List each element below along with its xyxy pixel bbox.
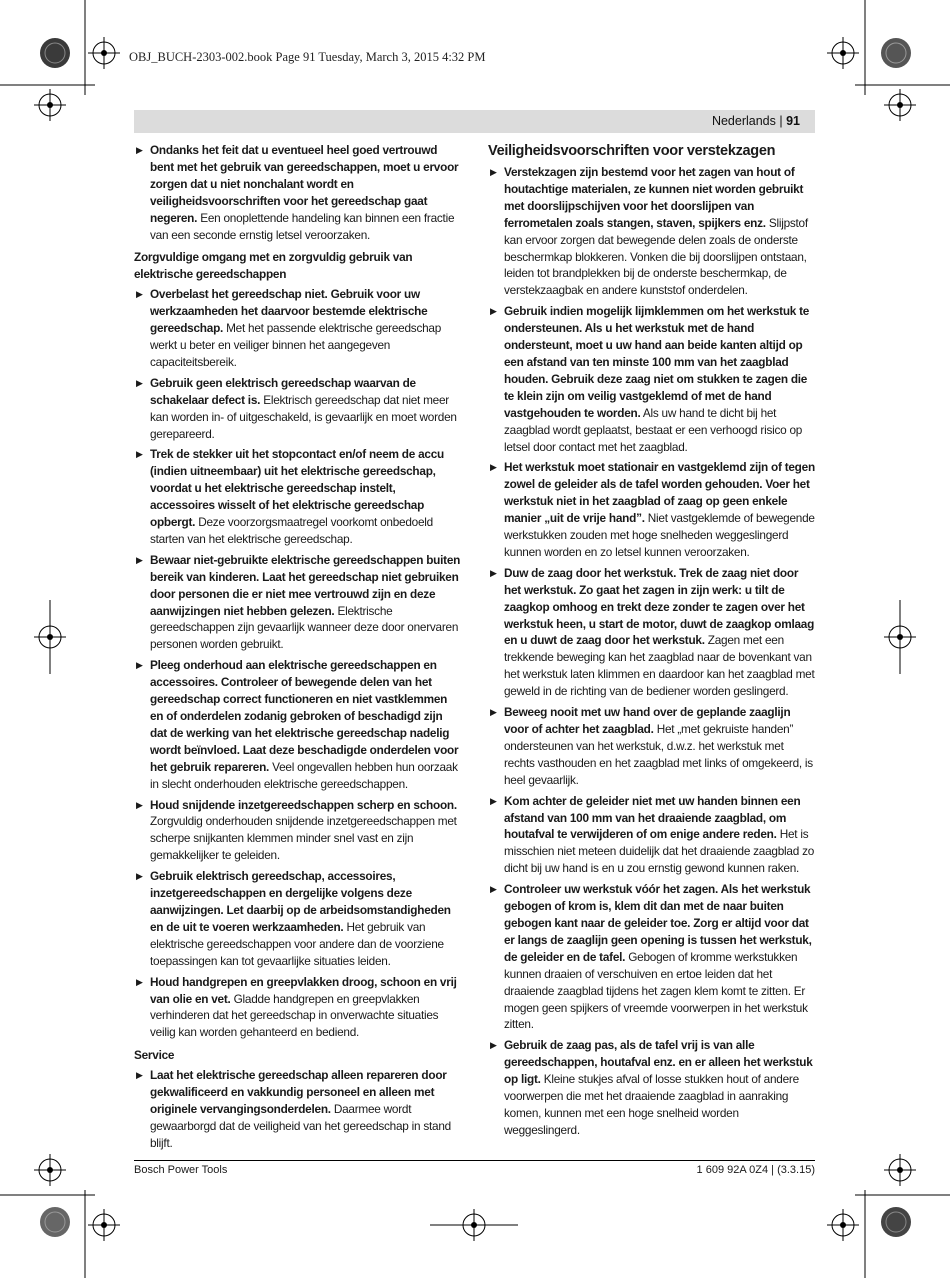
item-bold-text: Beweeg nooit met uw hand over de geplande zaaglijn voor of achter het zaagblad.	[504, 705, 791, 736]
item-normal-text: Elektrisch gereedschap dat niet meer kan worden in- of uitgeschakeld, is gevaarlijk en moet worden gerepareerd.	[150, 392, 457, 441]
item-normal-text: Als uw hand te dicht bij het zaagblad wordt geplaatst, bestaat er een verhoogd risico op letsel door contact met het zaagblad.	[504, 405, 803, 454]
item-normal-text: Slijpstof kan ervoor zorgen dat bewegende delen zoals de onderste beschermkap blokkeren. Vonken die bij doorslijpen ontstaan, leiden tot brandplekken bij de onderste beschermkap, de verstekzaagbak en andere kunststof onderdelen.	[504, 215, 808, 298]
item-bold-text: Overbelast het gereedschap niet. Gebruik voor uw werkzaamheden het daarvoor bestemde elektrische gereedschap.	[150, 287, 428, 336]
list-item	[134, 286, 461, 371]
list-item	[488, 793, 815, 878]
item-normal-text: Een onoplettende handeling kan binnen een fractie van een seconde ernstig letsel veroorzaken.	[150, 210, 455, 242]
item-bold-text: Gebruik elektrisch gereedschap, accessoires, inzetgereedschappen en dergelijke volgens deze aanwijzingen. Let daarbij op de arbeidsomstandigheden en de uit te voeren werkzaamheden.	[150, 869, 451, 934]
item-normal-text: Daarmee wordt gewaarborgd dat de veiligheid van het gereedschap in stand blijft.	[150, 1101, 451, 1150]
list-item	[134, 1067, 461, 1152]
item-bold-text: Duw de zaag door het werkstuk. Trek de zaag niet door het werkstuk. Zo gaat het zagen in zijn werk: u tilt de zaagkop omhoog en trekt deze zonder te zagen over het werkstuk heen, u start de motor, duwt de zaagkop omlaag en u duwt de zaag door het werkstuk.	[504, 565, 815, 648]
item-normal-text: Kleine stukjes afval of losse stukken hout of andere voorwerpen die met het draaiende zaagblad in aanraking komen, kunnen met een hoge snelheid worden weggeslingerd.	[504, 1072, 799, 1137]
right-column	[488, 142, 815, 1143]
item-normal-text: Het is misschien niet meteen duidelijk dat het draaiende zaagblad zo dicht bij uw hand is en u zou ernstig gewond kunnen raken.	[504, 827, 815, 876]
item-bold-text: Trek de stekker uit het stopcontact en/of neem de accu (indien uitneembaar) uit het elektrische gereedschap, voordat u het elektrische gereedschap instelt, accessoires wisselt of het elektrische gereedschap opbergt.	[150, 447, 444, 530]
list-item	[134, 552, 461, 653]
language-label: Nederlands	[711, 114, 776, 128]
footer-brand: Bosch Power Tools	[134, 1164, 228, 1176]
bullet-arrow-icon: ▶	[490, 1040, 497, 1051]
item-bold-text: Gebruik indien mogelijk lijmklemmen om het werkstuk te ondersteunen. Als u het werkstuk met de hand ondersteunt, moet u uw hand aan beide kanten altijd op een afstand van ten minste 100 mm van het zaagblad houden. Gebruik deze zaag niet om stukken te zagen die te klein zijn om veilig vastgeklemd of met de hand vastgehouden te worden.	[504, 304, 810, 420]
bullet-arrow-icon: ▶	[136, 1070, 143, 1081]
bullet-arrow-icon: ▶	[136, 554, 143, 565]
item-bold-text: Controleer uw werkstuk vóór het zagen. Als het werkstuk gebogen of krom is, klem dit dan met de naar buiten gebogen kant naar de geleider toe. Zorg er altijd voor dat er langs de zaaglijn geen opening is tussen het werkstuk, de geleider en de tafel.	[504, 882, 812, 964]
page-header-language	[712, 114, 800, 128]
list-item	[134, 657, 461, 792]
section-title-service: Service	[134, 1048, 175, 1063]
list-item	[134, 974, 461, 1042]
item-normal-text: Zorgvuldig onderhouden snijdende inzetgereedschappen met scherpe snijkanten klemmen minder snel vast en zijn gemakkelijker te geleiden.	[150, 814, 457, 863]
bullet-arrow-icon: ▶	[136, 145, 143, 155]
bullet-arrow-icon: ▶	[490, 884, 497, 895]
bullet-arrow-icon: ▶	[490, 795, 497, 806]
list-item	[488, 303, 815, 455]
list-item	[134, 446, 461, 547]
bullet-arrow-icon: ▶	[490, 306, 497, 317]
bullet-arrow-icon: ▶	[136, 976, 143, 987]
item-normal-text: Veel ongevallen hebben hun oorzaak in slecht onderhouden elektrische gereedschappen.	[150, 759, 458, 791]
item-bold-text: Houd snijdende inzetgereedschappen scherp en schoon.	[150, 797, 457, 812]
list-item	[488, 881, 815, 1033]
page-header-band	[134, 110, 815, 133]
section-title-care: Zorgvuldige omgang met en zorgvuldig gebruik van elektrische gereedschappen	[134, 250, 413, 282]
bullet-arrow-icon: ▶	[136, 799, 143, 810]
list-item	[488, 1037, 815, 1138]
list-item	[134, 868, 461, 969]
care-items-list	[134, 286, 461, 1041]
service-items-list	[134, 1067, 461, 1152]
page-number: 91	[786, 114, 800, 128]
header-separator: |	[779, 114, 783, 128]
bullet-arrow-icon: ▶	[136, 377, 143, 388]
list-item	[488, 565, 815, 700]
bullet-arrow-icon: ▶	[136, 449, 143, 460]
bullet-arrow-icon: ▶	[490, 567, 497, 578]
item-bold-text: Kom achter de geleider niet met uw handen binnen een afstand van 100 mm van het draaiende zaagblad, om houtafval te verwijderen of om enige andere reden.	[504, 793, 801, 842]
bullet-arrow-icon: ▶	[136, 660, 143, 671]
item-bold-text: Houd handgrepen en greepvlakken droog, schoon en vrij van olie en vet.	[150, 974, 457, 1006]
bullet-arrow-icon: ▶	[136, 871, 143, 882]
list-item	[488, 164, 815, 299]
item-normal-text: Gladde handgrepen en greepvlakken verhinderen dat het gereedschap in onverwachte situaties veilig kan worden gehanteerd en bediend.	[150, 991, 439, 1040]
footer-doc-code: 1 609 92A 0Z4 | (3.3.15)	[696, 1164, 815, 1176]
footer-divider	[134, 1160, 815, 1161]
item-bold-text: Gebruik de zaag pas, als de tafel vrij is van alle gereedschappen, houtafval enz. en er alleen het werkstuk op ligt.	[504, 1038, 813, 1087]
print-file-info: OBJ_BUCH-2303-002.book Page 91 Tuesday, March 3, 2015 4:32 PM	[129, 50, 486, 64]
item-normal-text: Het gebruik van elektrische gereedschappen voor andere dan de voorziene toepassingen kan tot gevaarlijke situaties leiden.	[150, 919, 444, 968]
list-item	[134, 797, 461, 865]
item-bold-text: Laat het elektrische gereedschap alleen repareren door gekwalificeerd en vakkundig personeel en alleen met originele vervangingsonderdelen.	[150, 1068, 447, 1116]
item-normal-text: Elektrische gereedschappen zijn gevaarlijk wanneer deze door onervaren personen worden gebruikt.	[150, 603, 459, 652]
item-bold-text: Bewaar niet-gebruikte elektrische gereedschappen buiten bereik van kinderen. Laat het gereedschap niet gebruiken door personen die er niet mee vertrouwd zijn en deze aanwijzingen niet hebben gelezen.	[150, 552, 461, 618]
list-item	[488, 704, 815, 789]
bullet-arrow-icon: ▶	[136, 289, 143, 300]
item-bold-text: Verstekzagen zijn bestemd voor het zagen van hout of houtachtige materialen, ze kunnen niet worden gebruikt met doorslijpschijven voor het doorslijpen van ferrometalen zoals stangen, staven, spijkers enz.	[504, 165, 804, 230]
item-bold-text: Gebruik geen elektrisch gereedschap waarvan de schakelaar defect is.	[150, 375, 416, 407]
item-normal-text: Gebogen of kromme werkstukken kunnen draaien of verschuiven en ertoe leiden dat het draaiende zaagblad tijdens het zagen klem komt te zitten. Er mogen geen spijkers of vreemde voorwerpen in het werkstuk zitten.	[504, 949, 808, 1032]
left-column	[134, 142, 461, 1156]
item-bold-text: Het werkstuk moet stationair en vastgeklemd zijn of tegen zowel de geleider als de tafel worden gehouden. Voer het werkstuk niet in het zaagblad of zaag op geen enkele manier „uit de vrije hand”.	[504, 460, 815, 526]
list-item	[134, 375, 461, 443]
item-normal-text: Met het passende elektrische gereedschap werkt u beter en veiliger binnen het aangegeven capaciteitsbereik.	[150, 321, 442, 369]
item-bold-text: Pleeg onderhoud aan elektrische gereedschappen en accessoires. Controleer of bewegende delen van het gereedschap correct functioneren en niet vastklemmen en of onderdelen zodanig gebroken of beschadigd zijn dat de werking van het elektrische gereedschap nadelig wordt beïnvloed. Laat deze beschadigde onderdelen voor het gebruik repareren.	[150, 658, 459, 774]
list-item	[488, 459, 815, 560]
item-normal-text: Het „met gekruiste handen” ondersteunen van het werkstuk, d.w.z. het werkstuk met rechts vasthouden en het zaagblad met links of omgekeerd, is heel gevaarlijk.	[504, 722, 813, 787]
bullet-arrow-icon: ▶	[490, 462, 497, 473]
item-normal-text: Deze voorzorgsmaatregel voorkomt onbedoeld starten van het elektrische gereedschap.	[150, 515, 433, 546]
intro-warning-item	[134, 142, 461, 243]
section-title-miter-saw-safety: Veiligheidsvoorschriften voor verstekzagen	[488, 143, 776, 159]
item-normal-text: Zagen met een trekkende beweging kan het zaagblad naar de bovenkant van het werkstuk laten klimmen en daardoor kan het zaagblad met geweld in de richting van de bediener worden geslingerd.	[504, 633, 815, 699]
item-bold-text: Ondanks het feit dat u eventueel heel goed vertrouwd bent met het gebruik van gereedschappen, moet u ervoor zorgen dat u niet nonchalant wordt en veiligheidsvoorschriften voor het gereedschap gaat negeren.	[150, 143, 459, 225]
item-normal-text: Niet vastgeklemde of bewegende werkstukken zouden met hoge snelheden weggeslingerd kunnen worden en zo letsel kunnen veroorzaken.	[504, 511, 815, 559]
bullet-arrow-icon: ▶	[490, 707, 497, 718]
miter-saw-items-list	[488, 164, 815, 1139]
bullet-arrow-icon: ▶	[490, 167, 497, 177]
